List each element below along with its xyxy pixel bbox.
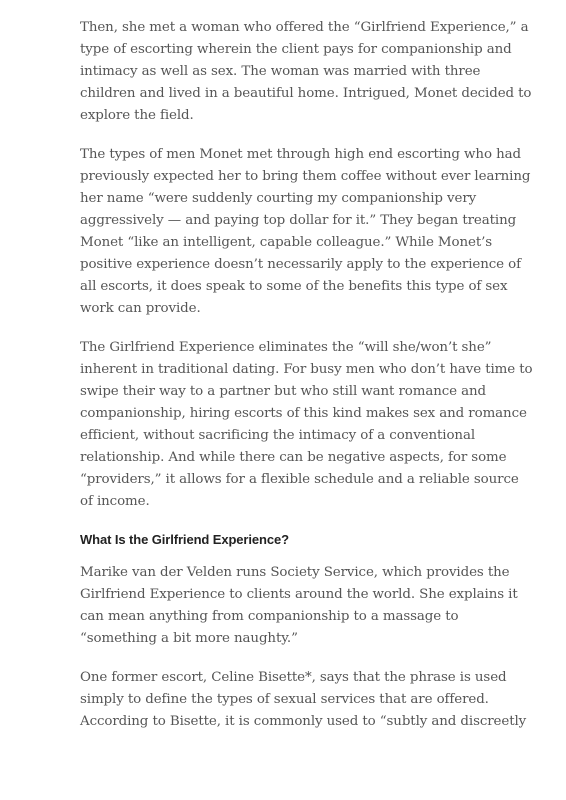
paragraph-girlfriend-experience-intro <box>80 17 532 127</box>
text-line: aggressively — and paying top dollar for it.” They began treating <box>80 213 517 228</box>
text-line: Girlfriend Experience to clients around the world. She explains it <box>80 587 518 602</box>
text-line: previously expected her to bring them coffee without ever learning <box>80 169 531 184</box>
paragraph-high-end-escorting <box>80 144 531 320</box>
paragraph-society-service <box>80 562 518 650</box>
text-line: swipe their way to a partner but who still want romance and <box>80 384 487 399</box>
text-line: Monet “like an intelligent, capable colleague.” While Monet’s <box>80 235 493 250</box>
text-line: can mean anything from companionship to a massage to <box>80 609 459 624</box>
paragraph-eliminates-dating <box>80 337 533 513</box>
article-body <box>80 17 533 750</box>
text-line: inherent in traditional dating. For busy men who don’t have time to <box>80 362 533 377</box>
text-line: One former escort, Celine Bisette*, says that the phrase is used <box>80 670 507 685</box>
text-line: companionship, hiring escorts of this kind makes sex and romance <box>80 406 527 421</box>
text-line: “something a bit more naughty.” <box>80 631 298 646</box>
text-line: efficient, without sacrificing the intimacy of a conventional <box>80 428 476 443</box>
section-heading: What Is the Girlfriend Experience? <box>80 532 289 547</box>
text-line: all escorts, it does speak to some of the benefits this type of sex <box>80 279 508 294</box>
text-line: relationship. And while there can be negative aspects, for some <box>80 450 507 465</box>
text-line: Then, she met a woman who offered the “Girlfriend Experience,” a <box>80 20 529 35</box>
text-line: simply to define the types of sexual services that are offered. <box>80 692 489 707</box>
text-line: intimacy as well as sex. The woman was married with three <box>80 64 481 79</box>
text-line: According to Bisette, it is commonly used to “subtly and discreetly <box>80 714 527 729</box>
paragraph-former-escort <box>80 667 527 733</box>
text-line: Marike van der Velden runs Society Service, which provides the <box>80 565 510 580</box>
text-line: children and lived in a beautiful home. Intrigued, Monet decided to <box>80 86 532 101</box>
text-line: work can provide. <box>80 301 201 316</box>
text-line: of income. <box>80 494 150 509</box>
text-line: her name “were suddenly courting my companionship very <box>80 191 477 206</box>
text-line: The Girlfriend Experience eliminates the “will she/won’t she” <box>80 340 492 355</box>
text-line: explore the field. <box>80 108 194 123</box>
text-line: The types of men Monet met through high end escorting who had <box>80 147 521 162</box>
text-line: positive experience doesn’t necessarily apply to the experience of <box>80 257 521 272</box>
text-line: “providers,” it allows for a flexible schedule and a reliable source <box>80 472 519 487</box>
text-line: type of escorting wherein the client pays for companionship and <box>80 42 512 57</box>
